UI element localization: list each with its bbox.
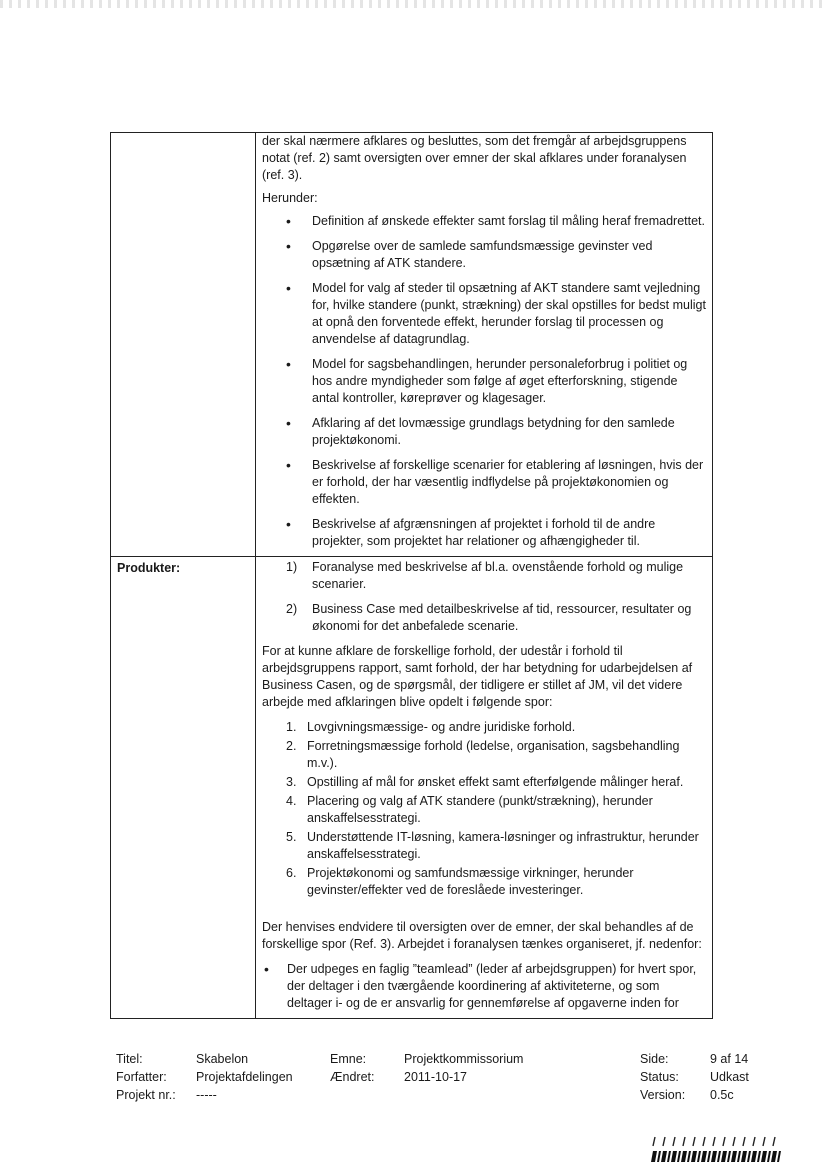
footer-version-label: Version: (640, 1088, 686, 1102)
footer-subject-value: Projektkommissorium (404, 1052, 524, 1066)
commission-table (110, 132, 713, 1019)
list-number: 3. (286, 775, 297, 789)
list-item (262, 738, 706, 772)
list-item: • Definition af ønskede effekter samt forslag til måling heraf fremadrettet. (262, 213, 706, 230)
table-row (111, 557, 713, 1019)
footer-author-value: Projektafdelingen (196, 1070, 293, 1084)
list-item (262, 601, 706, 635)
list-number: 2) (286, 602, 298, 616)
list-text: Foranalyse med beskrivelse af bl.a. ovenstående forhold og mulige scenarier. (312, 560, 684, 591)
footer-title-label: Titel: (116, 1052, 143, 1066)
list-item (262, 865, 706, 899)
list-item: • Afklaring af det lovmæssige grundlags betydning for den samlede projektøkonomi. (262, 415, 706, 449)
row-label-produkter: Produkter: (111, 557, 256, 1019)
list-item: • Model for sagsbehandlingen, herunder personaleforbrug i politiet og hos andre myndigheder som følge af øget efterforskning, stigende antal kontroller, køreprøver og klagesager. (262, 356, 706, 407)
footer-version-value: 0.5c (710, 1088, 734, 1102)
footer-changed-label: Ændret: (330, 1070, 375, 1084)
footer-row (116, 1050, 756, 1068)
list-item (262, 793, 706, 827)
footer-status-value: Udkast (710, 1070, 749, 1084)
footer-changed-value: 2011-10-17 (404, 1070, 468, 1084)
herunder-label: Herunder: (262, 191, 318, 205)
list-text: Lovgivningsmæssige- og andre juridiske forhold. (307, 720, 576, 734)
footer-subject-label: Emne: (330, 1052, 367, 1066)
list-item: • Beskrivelse af forskellige scenarier for etablering af løsningen, hvis der er forhold, der har væsentlig indflydelse på projektøkonomien og effekten. (262, 457, 706, 508)
list-number: 1. (286, 720, 297, 734)
row-content (256, 133, 713, 557)
list-text: Understøttende IT-løsning, kamera-løsninger og infrastruktur, herunder anskaffelsesstrategi. (307, 830, 699, 861)
footer-project-label: Projekt nr.: (116, 1088, 176, 1102)
footer-project-value: ----- (196, 1088, 217, 1102)
list-text: Opstilling af mål for ønsket effekt samt efterfølgende målinger heraf. (307, 775, 684, 789)
scan-barcode (650, 1135, 783, 1163)
list-number: 2. (286, 739, 297, 753)
list-item (262, 719, 706, 736)
row-label (111, 133, 256, 557)
analysis-bullet-list (262, 213, 706, 550)
list-item: • Der udpeges en faglig ”teamlead” (leder af arbejdsgruppen) for hvert spor, der deltager i den tværgående koordinering af aktiviteterne, og som deltager i- og de er ansvarlig for gennemførelse af opgaverne inden for (262, 961, 706, 1012)
page-footer (116, 1050, 756, 1104)
intro-paragraph: der skal nærmere afklares og besluttes, som det fremgår af arbejdsgruppens notat (ref. 2) samt oversigten over emner der skal afklares under foranalysen (ref. 3). (262, 134, 687, 182)
list-item: • Opgørelse over de samlede samfundsmæssige gevinster ved opsætning af ATK standere. (262, 238, 706, 272)
teamlead-bullet-list (262, 961, 706, 1012)
list-text: Business Case med detailbeskrivelse af tid, ressourcer, resultater og økonomi for det anbefalede scenarie. (312, 602, 692, 633)
list-item: • Beskrivelse af afgrænsningen af projektet i forhold til de andre projekter, som projektet har relationer og afhængigheder til. (262, 516, 706, 550)
footer-row (116, 1068, 756, 1086)
footer-page-label: Side: (640, 1052, 669, 1066)
products-list (262, 559, 706, 635)
scan-edge-artifact (0, 0, 827, 8)
spor-intro-paragraph: For at kunne afklare de forskellige forhold, der udestår i forhold til arbejdsgruppens rapport, samt forhold, der har betydning for udarbejdelsen af Business Casen, og de spørgsmål, der tidligere er stillet af JM, vil det videre arbejde med afklaringen blive opdelt i følgende spor: (262, 644, 693, 709)
spor-list (262, 719, 706, 899)
footer-author-label: Forfatter: (116, 1070, 167, 1084)
organisation-paragraph: Der henvises endvidere til oversigten over de emner, der skal behandles af de forskellige spor (Ref. 3). Arbejdet i foranalysen tænkes organiseret, jf. nedenfor: (262, 920, 702, 951)
footer-row (116, 1086, 756, 1104)
list-number: 4. (286, 794, 297, 808)
list-item (262, 774, 706, 791)
list-text: Placering og valg af ATK standere (punkt/strækning), herunder anskaffelsesstrategi. (307, 794, 653, 825)
barcode-top-row (653, 1137, 775, 1146)
list-text: Forretningsmæssige forhold (ledelse, organisation, sagsbehandling m.v.). (307, 739, 680, 770)
list-item (262, 559, 706, 593)
barcode-bottom-row (651, 1151, 781, 1162)
footer-title-value: Skabelon (196, 1052, 249, 1066)
row-content (256, 557, 713, 1019)
list-item (262, 829, 706, 863)
list-item: • Model for valg af steder til opsætning af AKT standere samt vejledning for, hvilke standere (punkt, strækning) der skal opstilles for bedst muligt at opnå den forventede effekt, herunder forslag til processen og anvendelse af datagrundlag. (262, 280, 706, 348)
table-row (111, 133, 713, 557)
footer-status-label: Status: (640, 1070, 679, 1084)
footer-page-value: 9 af 14 (710, 1052, 749, 1066)
list-number: 5. (286, 830, 297, 844)
list-number: 6. (286, 866, 297, 880)
list-number: 1) (286, 560, 298, 574)
list-text: Projektøkonomi og samfundsmæssige virkninger, herunder gevinster/effekter ved de foreslåede investeringer. (307, 866, 634, 897)
